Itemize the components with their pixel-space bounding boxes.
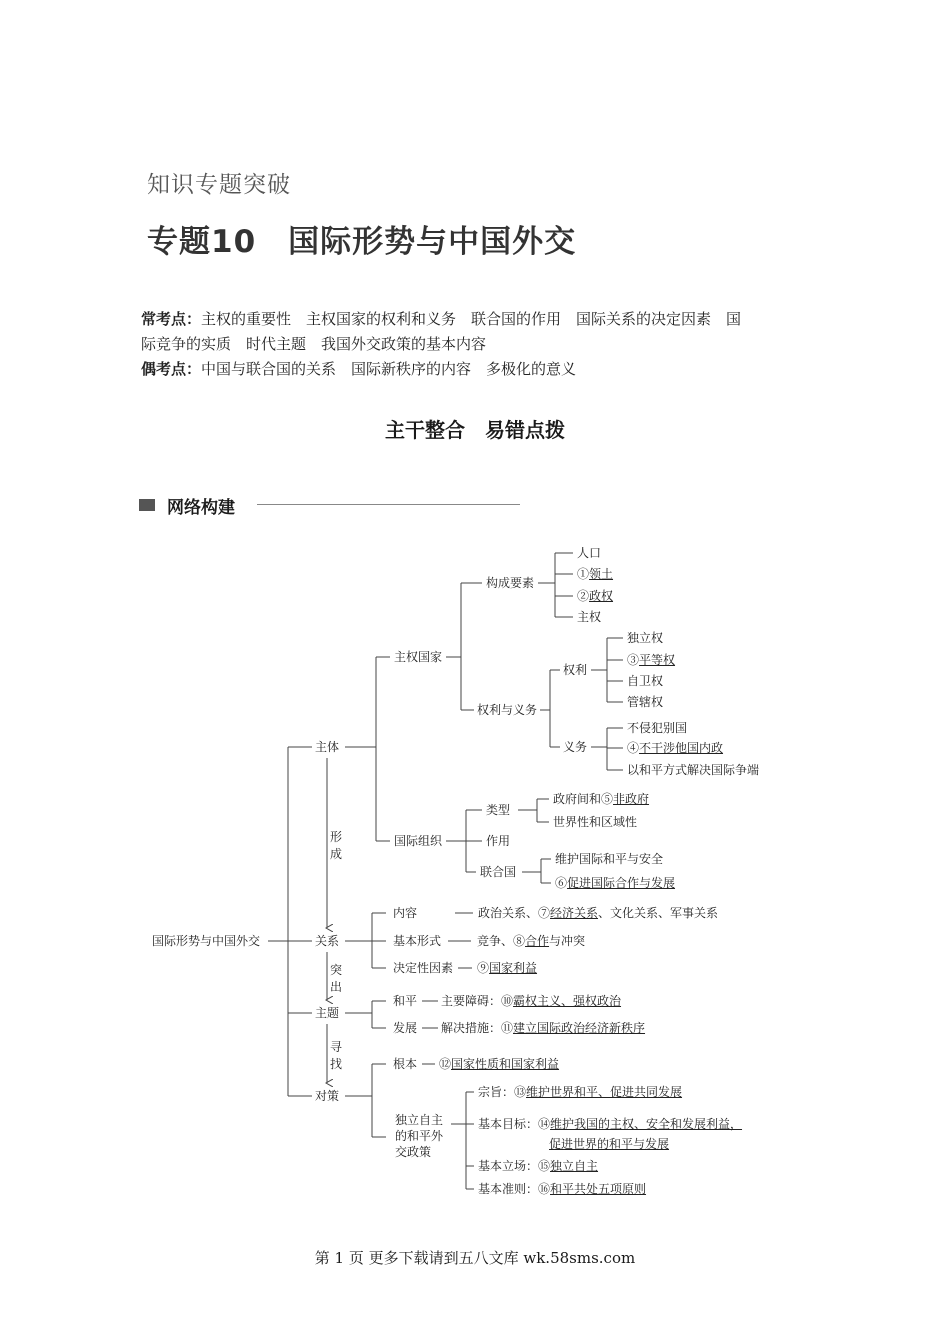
blank-number: ①: [577, 567, 590, 581]
label-text: 解决措施：⑪: [441, 1021, 514, 1035]
answer-text: 建立国际政治经济新秩序: [513, 1021, 646, 1035]
prefix-text: 政府间和⑤: [553, 792, 614, 806]
leaf-non-interference: [627, 741, 723, 755]
leaf-regime: [577, 589, 613, 603]
page-title: 专题10 国际形势与中国外交: [147, 224, 577, 260]
answer-text: 平等权: [639, 653, 676, 667]
label-text: 基本立场：⑮: [478, 1159, 551, 1173]
blank-number: ②: [577, 589, 590, 603]
section-title: 主干整合 易错点拨: [385, 418, 565, 442]
node-factor: 决定性因素: [393, 961, 454, 975]
answer-text: 维护世界和平、促进共同发展: [526, 1085, 683, 1099]
node-development: 发展: [393, 1021, 418, 1035]
answer-text: 维护我国的主权、安全和发展利益，: [550, 1117, 743, 1131]
answer-text: 国家性质和国家利益: [451, 1057, 560, 1071]
leaf-factor: [477, 961, 537, 975]
node-intl-org: 国际组织: [394, 834, 443, 848]
node-form: 基本形式: [393, 934, 442, 948]
policy-line: 的和平外: [395, 1129, 444, 1143]
answer-text: 领土: [589, 567, 614, 581]
policy-line: 交政策: [395, 1145, 432, 1159]
blank-number: ⑫: [439, 1057, 452, 1071]
leaf-independence: 独立权: [627, 631, 664, 645]
blank-number: ⑨: [477, 961, 490, 975]
suffix-text: 、文化关系、军事关系: [598, 906, 719, 920]
leaf-content: [478, 906, 718, 920]
arrow-label-form: 形成: [330, 830, 343, 861]
arrow-label-seek: 寻找: [330, 1040, 343, 1071]
node-theme: 主题: [315, 1006, 340, 1020]
answer-text: 不干涉他国内政: [639, 741, 724, 755]
node-peace: 和平: [393, 994, 418, 1008]
leaf-development-measure: [441, 1021, 645, 1035]
leaf-peaceful-settlement: 以和平方式解决国际争端: [627, 763, 760, 777]
answer-text: 促进世界的和平与发展: [549, 1137, 670, 1151]
answer-text: 和平共处五项原则: [550, 1182, 647, 1196]
arrow-label-highlight: 突出: [330, 963, 343, 994]
node-types: 类型: [486, 803, 511, 817]
answer-text: 政权: [589, 589, 614, 603]
answer-text: 霸权主义、强权政治: [513, 994, 622, 1008]
occasional-points-label: 偶考点：: [141, 360, 202, 378]
node-rights: 权利: [563, 663, 588, 677]
answer-text: 促进国际合作与发展: [567, 876, 676, 890]
leaf-self-defense: 自卫权: [627, 674, 664, 688]
node-basis: 根本: [393, 1057, 418, 1071]
leaf-population: 人口: [577, 546, 602, 560]
blank-number: ④: [627, 741, 640, 755]
label-text: 主要障碍：⑩: [441, 994, 514, 1008]
leaf-no-aggression: 不侵犯别国: [627, 721, 688, 735]
leaf-jurisdiction: 管辖权: [627, 695, 664, 709]
occasional-points-text: 中国与联合国的关系 国际新秩序的内容 多极化的意义: [201, 360, 577, 378]
leaf-basic-stance: [478, 1159, 598, 1173]
node-relations: 关系: [315, 934, 340, 948]
blank-number: ③: [627, 653, 640, 667]
leaf-peace-obstacle: [441, 994, 621, 1008]
node-un: 联合国: [480, 865, 517, 879]
answer-text: 经济关系: [550, 906, 599, 920]
leaf-peace-security: 维护国际和平与安全: [555, 852, 664, 866]
node-rights-duties: 权利与义务: [477, 703, 538, 717]
leaf-basic-goal-cont: [549, 1137, 669, 1151]
suffix-text: 与冲突: [549, 934, 586, 948]
leaf-basic-goal: [478, 1117, 742, 1131]
page-footer: 第 1 页 更多下载请到五八文库 wk.58sms.com: [314, 1249, 636, 1267]
label-text: 基本准则：⑯: [478, 1182, 551, 1196]
blank-number: ⑥: [555, 876, 568, 890]
leaf-basic-principle: [478, 1182, 646, 1196]
network-title: 网络构建: [167, 498, 235, 518]
leaf-sovereignty: 主权: [577, 610, 602, 624]
label-text: 基本目标：⑭: [478, 1117, 551, 1131]
common-points-label: 常考点：: [141, 310, 202, 328]
answer-text: 独立自主: [550, 1159, 599, 1173]
node-foreign-policy: [395, 1112, 443, 1160]
common-points-line2: 际竞争的实质 时代主题 我国外交政策的基本内容: [141, 335, 487, 353]
answer-text: 非政府: [613, 792, 650, 806]
leaf-gov-ngo: [553, 792, 649, 806]
answer-text: 合作: [525, 934, 550, 948]
node-duties: 义务: [563, 740, 588, 754]
leaf-equality: [627, 653, 675, 667]
label-text: 宗旨：⑬: [478, 1085, 527, 1099]
prefix-text: 竞争、⑧: [477, 934, 526, 948]
node-content: 内容: [393, 906, 418, 920]
leaf-form: [477, 934, 585, 948]
leaf-basis: [439, 1057, 559, 1071]
leaf-global-regional: 世界性和区域性: [553, 815, 638, 829]
leaf-purpose: [478, 1085, 682, 1099]
prefix-text: 政治关系、⑦: [478, 906, 551, 920]
common-points-text: 主权的重要性 主权国家的权利和义务 联合国的作用 国际关系的决定因素 国: [201, 310, 742, 328]
node-root: 国际形势与中国外交: [152, 934, 261, 948]
node-role: 作用: [486, 834, 511, 848]
page-subtitle: 知识专题突破: [147, 172, 291, 198]
leaf-cooperation: [555, 876, 675, 890]
leaf-territory: [577, 567, 613, 581]
policy-line: 独立自主: [395, 1113, 444, 1127]
answer-text: 国家利益: [489, 961, 538, 975]
node-elements: 构成要素: [486, 576, 535, 590]
node-strategy: 对策: [315, 1089, 340, 1103]
node-sovereign-state: 主权国家: [394, 650, 443, 664]
node-subject: 主体: [315, 740, 340, 754]
